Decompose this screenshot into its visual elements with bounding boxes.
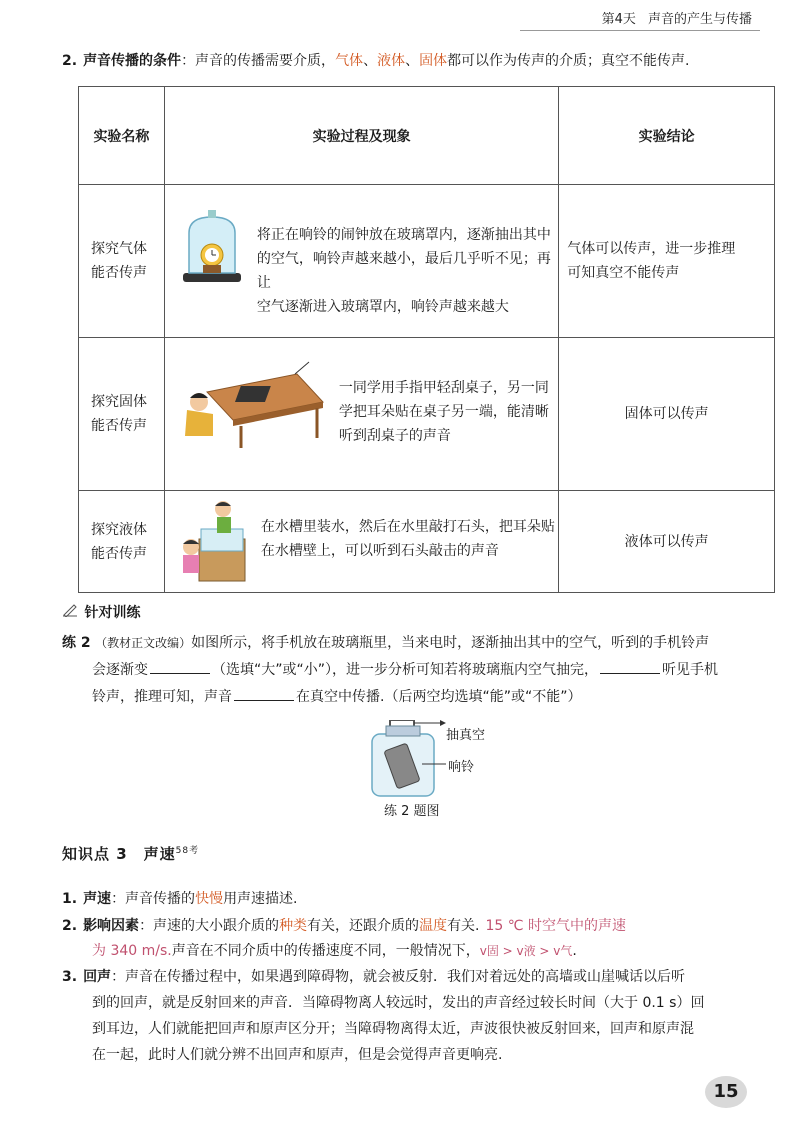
section-3-title-text: 知识点 3 声速 <box>62 845 176 863</box>
exp-process-text <box>339 376 554 448</box>
speed-point-3-l3: 到耳边，人们就能把回声和原声区分开；当障碍物离得太近，声波很快被反射回来，回声和原声混 <box>92 1021 694 1037</box>
question-line-3 <box>92 684 581 710</box>
exp-process-text <box>257 223 557 319</box>
exp-name-cell <box>79 338 165 491</box>
proc-line: 在水槽里装水，然后在水里敲打石头，把耳朵贴 <box>260 519 555 535</box>
speed-text: 有关，还跟介质的 <box>307 918 420 934</box>
liquid-term: 液体 <box>377 53 406 69</box>
highlight-term: 为 340 m/s. <box>92 943 172 959</box>
exp-name-cell <box>79 185 165 338</box>
conc-line: 气体可以传声，进一步推理 <box>567 241 736 257</box>
highlight-term: 温度 <box>419 918 448 934</box>
question-line-2 <box>92 657 718 683</box>
proc-line: 将正在响铃的闹钟放在玻璃罩内，逐渐抽出其中 <box>256 227 551 243</box>
proc-line: 听到刮桌子的声音 <box>338 428 451 444</box>
point-2-num: 2. <box>62 53 78 69</box>
exp-conclusion-cell: 液体可以传声 <box>559 491 775 593</box>
exp-name-cell <box>79 491 165 593</box>
speed-text: ：声音传播的 <box>111 891 196 907</box>
solid-term: 固体 <box>419 53 448 69</box>
speed-text: 用声速描述. <box>223 891 298 907</box>
gas-term: 气体 <box>335 53 364 69</box>
proc-line: 一同学用手指甲轻刮桌子，另一同 <box>338 380 549 396</box>
proc-line: 学把耳朵贴在桌子另一端，能清晰 <box>338 404 549 420</box>
highlight-term: 快慢 <box>195 891 224 907</box>
table-row-liquid <box>79 491 775 593</box>
question-source: （教材正文改编） <box>95 636 192 650</box>
header-name: 实验名称 <box>79 87 165 185</box>
speed-text: 有关. <box>447 918 480 934</box>
speed-point-1-label: 声速 <box>83 891 112 907</box>
exp-name-line: 探究液体 <box>91 521 147 538</box>
sep: 、 <box>363 53 378 69</box>
exp-name-line: 能否传声 <box>91 265 147 281</box>
exp-process-cell <box>164 185 558 338</box>
question-line-1 <box>62 630 709 656</box>
speed-point-1-num: 1. <box>62 891 78 907</box>
exp-name-line: 能否传声 <box>91 545 147 562</box>
question-text: 在真空中传播.（后两空均选填“能”或“不能”） <box>296 689 582 705</box>
header-day: 第4天 <box>601 12 636 27</box>
speed-point-3-l4: 在一起，此时人们就分辨不出回声和原声，但是会觉得声音更响亮. <box>92 1047 503 1063</box>
desk-scratch-illustration <box>177 358 327 450</box>
exp-conclusion-cell <box>559 185 775 338</box>
proc-line: 在水槽壁上，可以听到石头敲击的声音 <box>260 543 499 559</box>
answer-blank-1[interactable] <box>150 673 210 674</box>
point-2-line <box>62 48 690 74</box>
exp-process-text <box>261 515 557 563</box>
header-title: 声音的产生与传播 <box>647 12 752 27</box>
header-process: 实验过程及现象 <box>164 87 558 185</box>
question-text: 铃声，推理可知，声音 <box>92 689 232 705</box>
proc-line: 的空气，响铃声越来越小，最后几乎听不见；再让 <box>256 251 551 291</box>
speed-text: ：声速的大小跟介质的 <box>139 918 280 934</box>
speed-point-2 <box>62 913 626 939</box>
speed-point-3-l2: 到的回声，就是反射回来的声音．当障碍物离人较远时，发出的声音经过较长时间（大于 0.1 s）回 <box>92 995 705 1011</box>
highlight-term: 种类 <box>279 918 308 934</box>
speed-text: 声音在不同介质中的传播速度不同，一般情况下， <box>171 943 480 959</box>
header-rule <box>520 30 760 31</box>
question-text: （选填“大”或“小”），进一步分析可知若将玻璃瓶内空气抽完， <box>212 662 599 678</box>
question-label: 练 2 <box>62 635 91 651</box>
table-header-row <box>79 87 775 185</box>
exp-conclusion-cell: 固体可以传声 <box>559 338 775 491</box>
training-title-line <box>62 600 140 626</box>
water-tank-illustration <box>177 499 249 583</box>
question-text: 会逐渐变 <box>92 662 148 678</box>
speed-point-2-label: 影响因素 <box>83 918 140 934</box>
speed-point-3 <box>62 964 685 990</box>
bottle-figure <box>362 720 492 802</box>
speed-point-3-label: 回声 <box>83 969 112 985</box>
exp-name-line: 探究固体 <box>91 394 147 410</box>
bell-jar-illustration <box>179 209 245 285</box>
exp-name-line: 探究气体 <box>91 241 147 257</box>
question-text: 如图所示，将手机放在玻璃瓶里，当来电时，逐渐抽出其中的空气，听到的手机铃声 <box>191 635 710 651</box>
section-3-title <box>62 843 199 864</box>
speed-point-3-num: 3. <box>62 969 78 985</box>
point-2-text-b: 都可以作为传声的介质；真空不能传声. <box>447 53 690 69</box>
table-row-solid <box>79 338 775 491</box>
pen-icon <box>62 600 80 626</box>
point-2-text-a: ：声音的传播需要介质， <box>181 53 336 69</box>
exp-process-cell <box>164 338 558 491</box>
fig-label-vacuum: 抽真空 <box>446 728 486 743</box>
proc-line: 空气逐渐进入玻璃罩内，响铃声越来越大 <box>256 299 509 315</box>
speed-order: v固 > v液 > v气 <box>479 944 573 958</box>
header-conclusion: 实验结论 <box>559 87 775 185</box>
fig-label-ring: 响铃 <box>448 760 475 775</box>
speed-point-2-num: 2. <box>62 918 78 934</box>
exam-count-badge: 58考 <box>175 846 200 856</box>
training-title: 针对训练 <box>84 605 141 621</box>
question-text: 听见手机 <box>662 662 719 678</box>
speed-text: . <box>572 943 577 959</box>
figure-caption: 练 2 题图 <box>384 804 440 819</box>
answer-blank-2[interactable] <box>600 673 660 674</box>
answer-blank-3[interactable] <box>234 700 294 701</box>
conc-line: 可知真空不能传声 <box>567 265 680 281</box>
page-number: 15 <box>705 1076 747 1108</box>
sep: 、 <box>405 53 420 69</box>
speed-text: ：声音在传播过程中，如果遇到障碍物，就会被反射．我们对着远处的高墙或山崖喊话以后听 <box>111 969 686 985</box>
highlight-term: 15 ℃ 时空气中的声速 <box>485 918 626 934</box>
experiment-table <box>78 86 775 593</box>
running-header <box>602 8 752 27</box>
exp-name-line: 能否传声 <box>91 418 147 434</box>
table-row-gas <box>79 185 775 338</box>
speed-point-2-cont <box>92 938 577 964</box>
point-2-label: 声音传播的条件 <box>83 53 182 69</box>
exp-process-cell <box>164 491 558 593</box>
speed-point-1 <box>62 886 298 912</box>
